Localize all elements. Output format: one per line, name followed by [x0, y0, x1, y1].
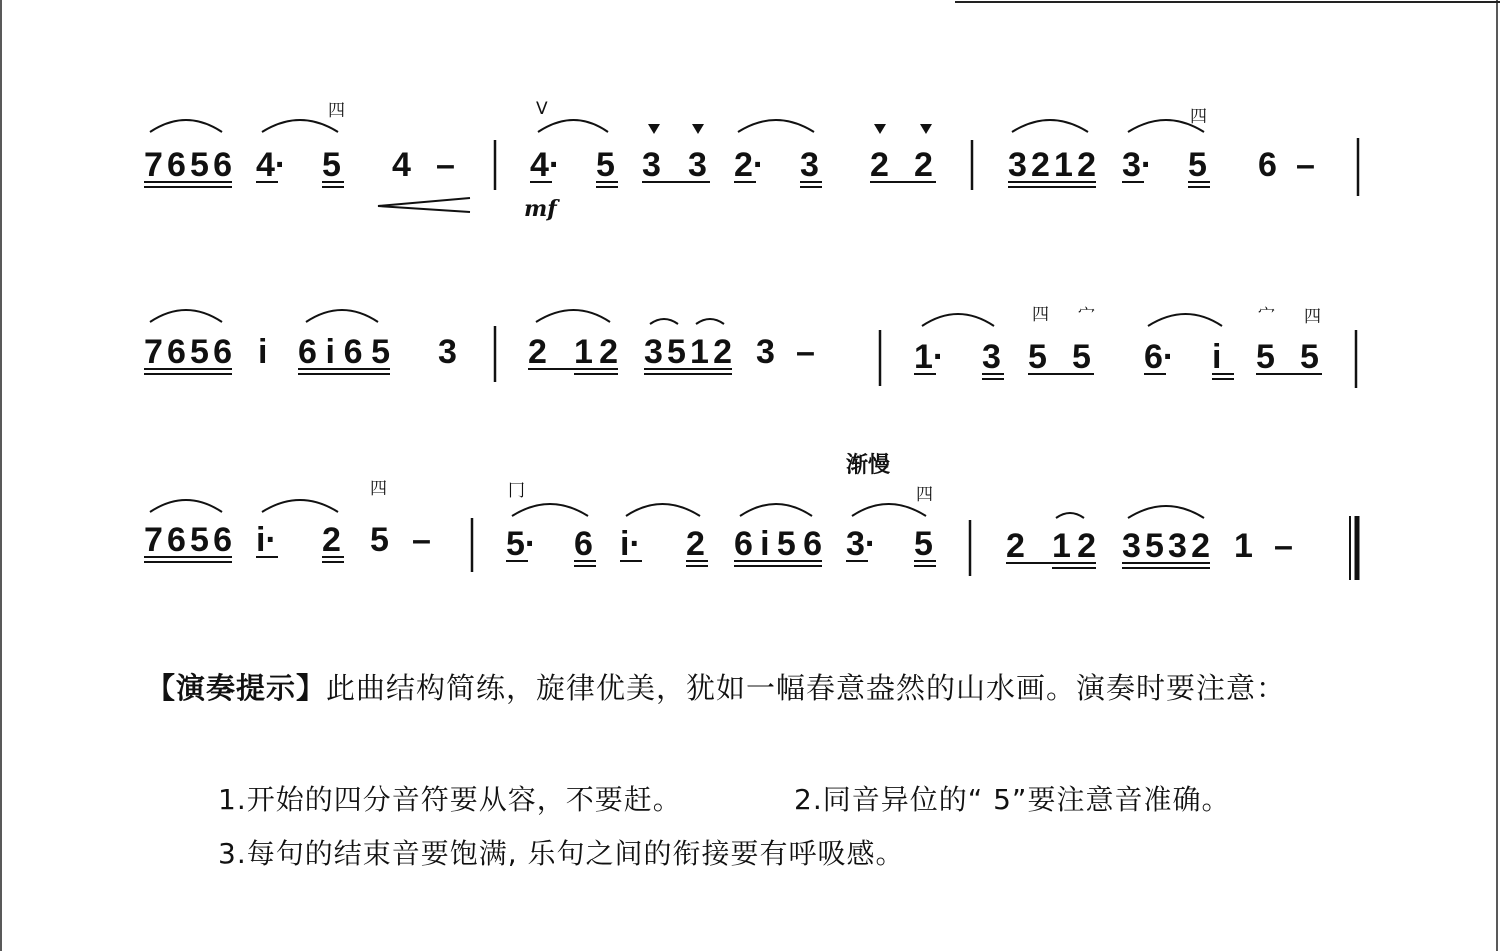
note: i: [1212, 338, 1222, 376]
note: 7656: [144, 333, 232, 371]
note: 7656: [144, 521, 232, 559]
bow-mark: 冂: [508, 481, 525, 501]
dash: –: [1274, 527, 1293, 565]
slur: [696, 319, 724, 324]
note: 5: [1072, 338, 1091, 376]
accent-mark: [692, 124, 704, 134]
tips-heading: 【演奏提示】: [146, 671, 327, 705]
finger-mark: 四: [328, 101, 345, 121]
tip-item-1: 1.开始的四分音符要从容，不要赶。: [218, 783, 682, 816]
slur: [538, 120, 608, 132]
note: 5: [1188, 146, 1207, 184]
note: 5: [1300, 338, 1319, 376]
slur: [262, 500, 338, 512]
note: 5: [914, 525, 933, 563]
note: 3: [756, 333, 775, 371]
note: 6: [1258, 146, 1277, 184]
dynamic-mark: mf: [524, 196, 557, 222]
tips-paragraph: [146, 662, 1386, 714]
note: 2: [686, 525, 705, 563]
slur: [512, 504, 588, 516]
finger-mark: 四: [1304, 307, 1321, 327]
note: 1·: [914, 338, 945, 376]
note: 5: [1256, 338, 1275, 376]
slur: [306, 310, 378, 322]
note: 3512: [644, 333, 732, 371]
dash: –: [1296, 146, 1315, 184]
note: 6i65: [298, 333, 390, 371]
note: 6i56: [734, 525, 822, 563]
accent-mark: [874, 124, 886, 134]
note: 3532: [1122, 527, 1210, 565]
slur: [740, 504, 812, 516]
slur: [1128, 506, 1204, 518]
note: 3: [800, 146, 819, 184]
system-3: [144, 452, 1357, 580]
note: 2: [322, 521, 341, 559]
note: 3·: [1122, 146, 1153, 184]
note: 3: [642, 146, 661, 184]
slur: [262, 120, 338, 132]
note: 3: [438, 333, 457, 371]
note: 12: [1052, 527, 1096, 565]
note: 1: [1234, 527, 1253, 565]
slur: [650, 319, 678, 324]
note: 6: [574, 525, 593, 563]
accent-mark: [648, 124, 660, 134]
slur: [626, 504, 700, 516]
tempo-mark: 渐慢: [846, 453, 891, 478]
note: 4·: [256, 146, 287, 184]
dash: –: [436, 146, 455, 184]
note: 3212: [1008, 146, 1096, 184]
slur: [150, 500, 222, 512]
note: 4: [392, 146, 411, 184]
slur: [1012, 120, 1088, 132]
tip-item-3: 3.每句的结束音要饱满, 乐句之间的衔接要有呼吸感。: [218, 837, 905, 870]
slur: [150, 120, 222, 132]
note: 2·: [734, 146, 765, 184]
breath-mark: V: [536, 99, 548, 119]
dash: –: [796, 333, 815, 371]
slur: [150, 310, 222, 322]
slur: [1148, 314, 1222, 326]
finger-mark: 四: [1190, 107, 1207, 127]
tips-intro: 此曲结构简练，旋律优美，犹如一幅春意盎然的山水画。演奏时要注意：: [326, 671, 1287, 705]
note: i·: [256, 521, 277, 559]
note: 2: [914, 146, 933, 184]
slur: [738, 120, 814, 132]
dash: –: [412, 521, 431, 559]
beam-lines: [144, 557, 1210, 568]
finger-mark: 宀: [1078, 305, 1095, 325]
system-2: [144, 305, 1356, 388]
note: 12: [574, 333, 618, 371]
note: 2: [870, 146, 889, 184]
crescendo-hairpin: [378, 198, 470, 212]
finger-mark: 四: [370, 479, 387, 499]
note: 2: [528, 333, 547, 371]
finger-mark: 四: [916, 485, 933, 505]
tip-item-2: 2.同音异位的“ 5”要注意音准确。: [794, 783, 1231, 816]
finger-mark: 宀: [1258, 305, 1275, 325]
accent-mark: [920, 124, 932, 134]
note: 4·: [530, 146, 561, 184]
note: 5·: [506, 525, 537, 563]
note: 3·: [846, 525, 877, 563]
note: 5: [322, 146, 341, 184]
note: 2: [1006, 527, 1025, 565]
beam-lines: [144, 182, 1210, 187]
note: 3: [688, 146, 707, 184]
note: 5: [370, 521, 389, 559]
note: 6·: [1144, 338, 1175, 376]
slur: [852, 504, 926, 516]
note: 3: [982, 338, 1001, 376]
slur: [1056, 513, 1084, 518]
note: i·: [620, 525, 641, 563]
finger-mark: 四: [1032, 305, 1049, 325]
note: i: [258, 333, 268, 371]
slur: [922, 314, 994, 326]
note: 7656: [144, 146, 232, 184]
note: 5: [1028, 338, 1047, 376]
note: 5: [596, 146, 615, 184]
system-1: [144, 99, 1358, 222]
slur: [536, 310, 610, 322]
